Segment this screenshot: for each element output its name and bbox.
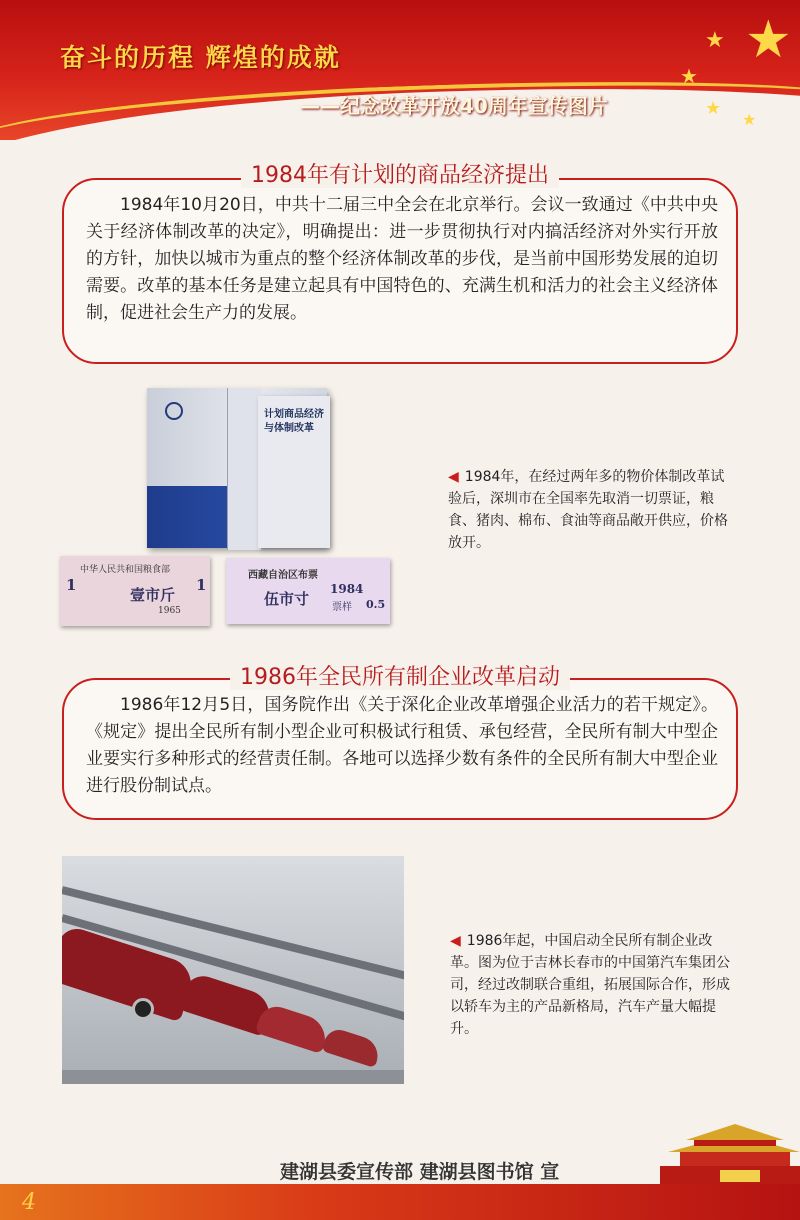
section1-title [0, 158, 800, 189]
section1-textbox [62, 178, 738, 364]
section2-body: 1986年12月5日，国务院作出《关于深化企业改革增强企业活力的若干规定》。《规定》提出全民所有制小型企业可积极试行租赁、承包经营，全民所有制大中型企业要实行多种形式的经营责任制。各地可以选择少数有条件的全民所有制大中型企业进行股份制试点。 [86, 695, 718, 796]
triangle-left-icon: ◀ [448, 469, 459, 485]
coupon1-value: 壹市斤 [130, 586, 176, 604]
page-title: 奋斗的历程 辉煌的成就 [60, 43, 341, 72]
coupon2-value: 伍市寸 [264, 590, 310, 608]
cloth-coupon-photo [226, 558, 390, 624]
tiananmen-gate-icon [650, 1120, 800, 1190]
section1-caption-text: 1984年，在经过两年多的物价体制改革试验后，深圳市在全国率先取消一切票证，粮食、猪肉、棉布、食油等商品敞开供应，价格放开。 [448, 469, 728, 551]
footer-credit: 建湖县委宣传部 建湖县图书馆 宣 [280, 1161, 560, 1183]
footer-band [0, 1184, 800, 1220]
book-spine [227, 388, 261, 550]
coupon2-year: 1984 [330, 582, 364, 596]
star-icon: ★ [705, 28, 725, 53]
coupon1-num-left: 1 [66, 576, 77, 594]
page-subtitle: ——纪念改革开放40周年宣传图片 [300, 94, 608, 118]
coupon2-kind: 票样 [332, 602, 352, 613]
star-icon: ★ [705, 98, 722, 119]
page-number: 4 [22, 1190, 36, 1215]
section1-caption [448, 466, 738, 554]
coupon1-year: 1965 [158, 606, 181, 616]
section1-title-text: 1984年有计划的商品经济提出 [241, 163, 559, 188]
coupon1-num-right: 1 [196, 576, 207, 594]
car-factory-photo [62, 856, 404, 1084]
coupon2-amount: 0.5 [366, 598, 386, 611]
section2-textbox [62, 678, 738, 820]
car-wheel [132, 998, 154, 1020]
coupon1-header: 中华人民共和国粮食部 [80, 565, 171, 575]
car-body [255, 1002, 331, 1054]
star-icon: ★ [742, 110, 757, 129]
section2-title-text: 1986年全民所有制企业改革启动 [230, 665, 570, 690]
book-cover-title: 计划商品经济与体制改革 [264, 409, 324, 434]
section2-caption [450, 930, 730, 1040]
triangle-left-icon: ◀ [450, 933, 461, 949]
book-cover [258, 396, 330, 548]
header-banner [0, 0, 800, 140]
star-icon: ★ [680, 64, 698, 88]
star-icon: ★ [745, 10, 792, 70]
book-logo-icon [165, 402, 183, 420]
factory-floor [62, 1070, 404, 1084]
car-body [321, 1026, 382, 1068]
coupon2-header: 西藏自治区布票 [248, 570, 318, 581]
grain-coupon-photo [60, 556, 210, 626]
section1-body: 1984年10月20日，中共十二届三中全会在北京举行。会议一致通过《中共中央关于经济体制改革的决定》，明确提出：进一步贯彻执行对内搞活经济对外实行开放的方针，加快以城市为重点的整个经济体制改革的步伐，是当前中国形势发展的迫切需要。改革的基本任务是建立起具有中国特色的、充满生机和活力的社会主义经济体制，促进社会生产力的发展。 [86, 195, 718, 323]
section2-caption-text: 1986年起，中国启动全民所有制企业改革。图为位于吉林长春市的中国第汽车集团公司，经过改制联合重组，拓展国际合作，形成以轿车为主的产品新格局，汽车产量大幅提升。 [450, 933, 730, 1037]
section2-title [0, 660, 800, 691]
